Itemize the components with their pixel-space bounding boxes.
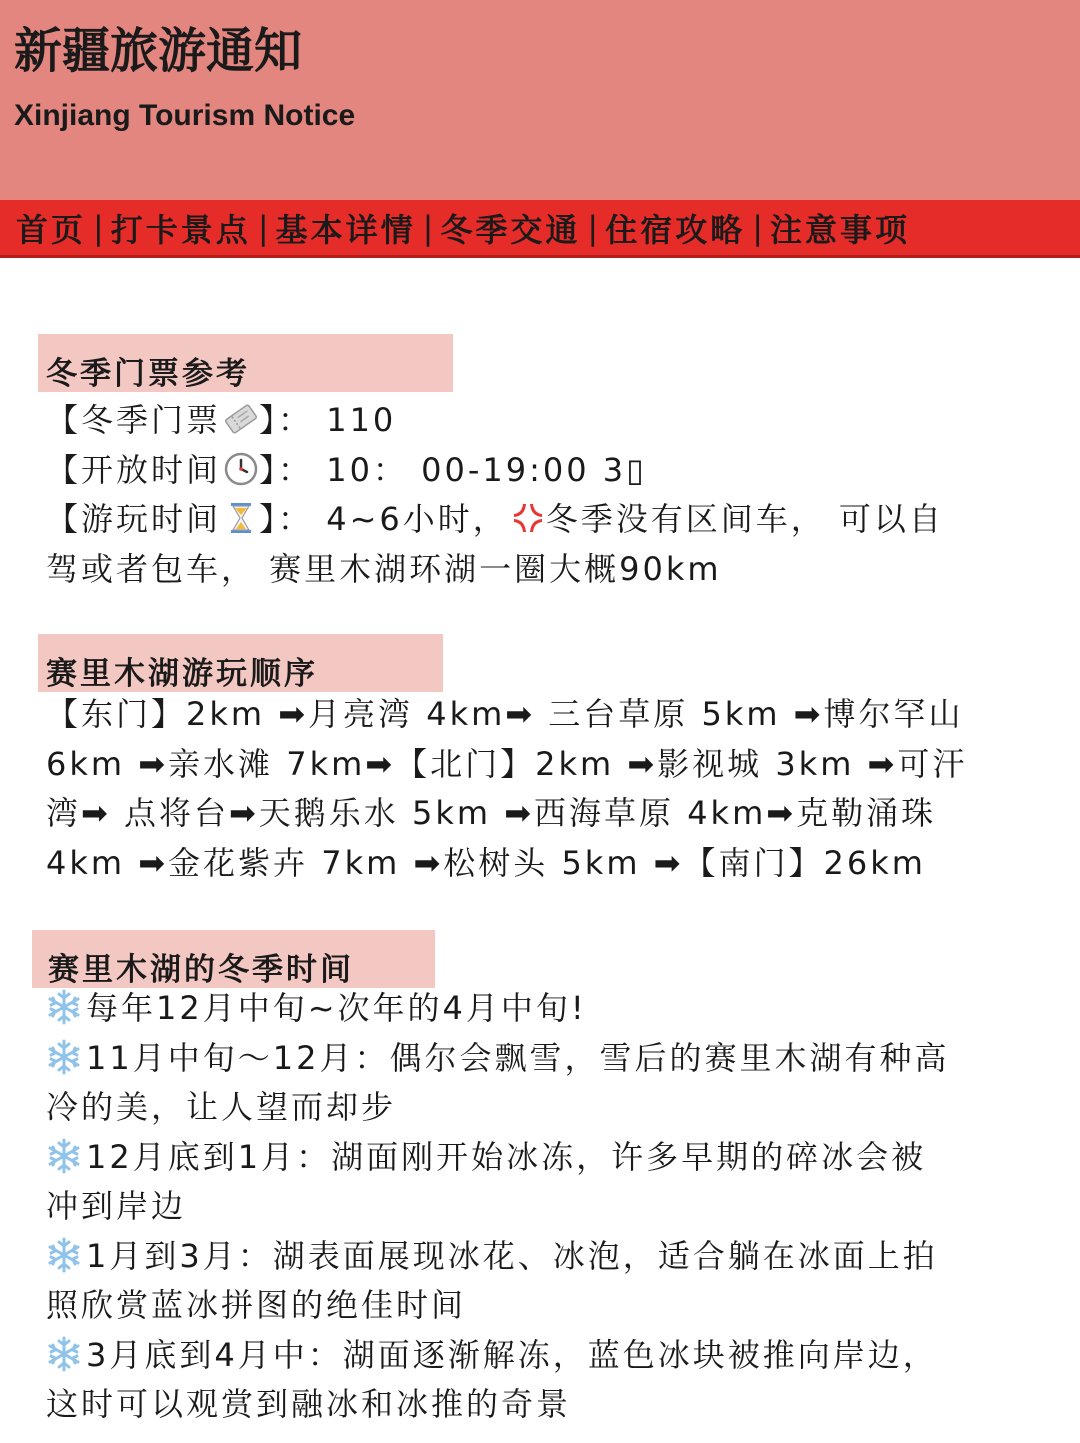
ticket-price-line: 【冬季门票 】： 110: [46, 401, 397, 439]
list-item: 12月底到1月：湖面刚开始冰冻，许多早期的碎冰会被: [46, 1133, 1046, 1183]
list-item-cont: 这时可以观赏到融冰和冰推的奇景: [46, 1385, 572, 1423]
list-item: 11月中旬～12月：偶尔会飘雪，雪后的赛里木湖有种高: [46, 1034, 1046, 1084]
nav-item-notes[interactable]: 注意事项: [769, 210, 910, 249]
section-heading-route: 赛里木湖游玩顺序: [38, 634, 443, 692]
snowflake-icon: [46, 1237, 82, 1273]
page-title: 新疆旅游通知: [14, 23, 303, 79]
list-item: 1月到3月：湖表面展现冰花、冰泡，适合躺在冰面上拍: [46, 1232, 1046, 1282]
route-line: 湾➡ 点将台➡天鹅乐水 5km ➡西海草原 4km➡克勒涌珠: [46, 794, 937, 832]
route-line: 【东门】2km ➡月亮湾 4km➡ 三台草原 5km ➡博尔罕山: [46, 695, 964, 733]
list-item-cont: 冲到岸边: [46, 1187, 187, 1225]
hourglass-icon: [223, 500, 259, 536]
list-item-cont: 冷的美，让人望而却步: [46, 1088, 397, 1126]
list-item: 每年12月中旬~次年的4月中旬!: [46, 984, 1046, 1034]
snowflake-icon: [46, 1336, 82, 1372]
nav-separator: |: [93, 208, 104, 247]
route-line: 6km ➡亲水滩 7km➡【北门】2km ➡影视城 3km ➡可汗: [46, 744, 968, 783]
nav-separator: |: [752, 208, 763, 247]
nav-item-winter-transport[interactable]: 冬季交通: [440, 210, 581, 249]
ticket-icon: [223, 401, 259, 437]
nav-bar: [0, 200, 1080, 258]
open-hours-line: 【开放时间 】： 10： 00-19:00 3▯: [46, 450, 647, 489]
clock-icon: [223, 451, 259, 487]
nav-item-accommodation[interactable]: 住宿攻略: [605, 210, 746, 249]
header-banner: [0, 0, 1080, 200]
section-heading-ticket: 冬季门票参考: [38, 334, 453, 392]
snowflake-icon: [46, 1138, 82, 1174]
anger-icon: [510, 500, 546, 536]
page-subtitle: Xinjiang Tourism Notice: [14, 99, 356, 132]
list-item: 3月底到4月中：湖面逐渐解冻，蓝色冰块被推向岸边，: [46, 1331, 1046, 1381]
nav-item-attractions[interactable]: 打卡景点: [110, 210, 251, 249]
route-line: 4km ➡金花紫卉 7km ➡松树头 5km ➡【南门】26km: [46, 843, 926, 882]
ticket-info: [46, 396, 1046, 594]
nav-separator: |: [257, 208, 269, 247]
list-item-cont: 照欣赏蓝冰拼图的绝佳时间: [46, 1286, 467, 1324]
nav-item-details[interactable]: 基本详情: [275, 210, 416, 249]
snowflake-icon: [46, 989, 82, 1025]
snowflake-icon: [46, 1039, 82, 1075]
section-heading-winter: 赛里木湖的冬季时间: [32, 930, 435, 988]
winter-list: [46, 984, 1046, 1430]
play-time-line-cont: 驾或者包车， 赛里木湖环湖一圈大概90km: [46, 549, 722, 588]
nav-separator: |: [422, 208, 434, 247]
play-time-line: 【游玩时间 】： 4~6小时， 冬季没有区间车， 可以自: [46, 500, 944, 538]
route-text: [46, 690, 1046, 888]
nav-separator: |: [587, 208, 599, 247]
nav-item-home[interactable]: 首页: [16, 210, 87, 249]
